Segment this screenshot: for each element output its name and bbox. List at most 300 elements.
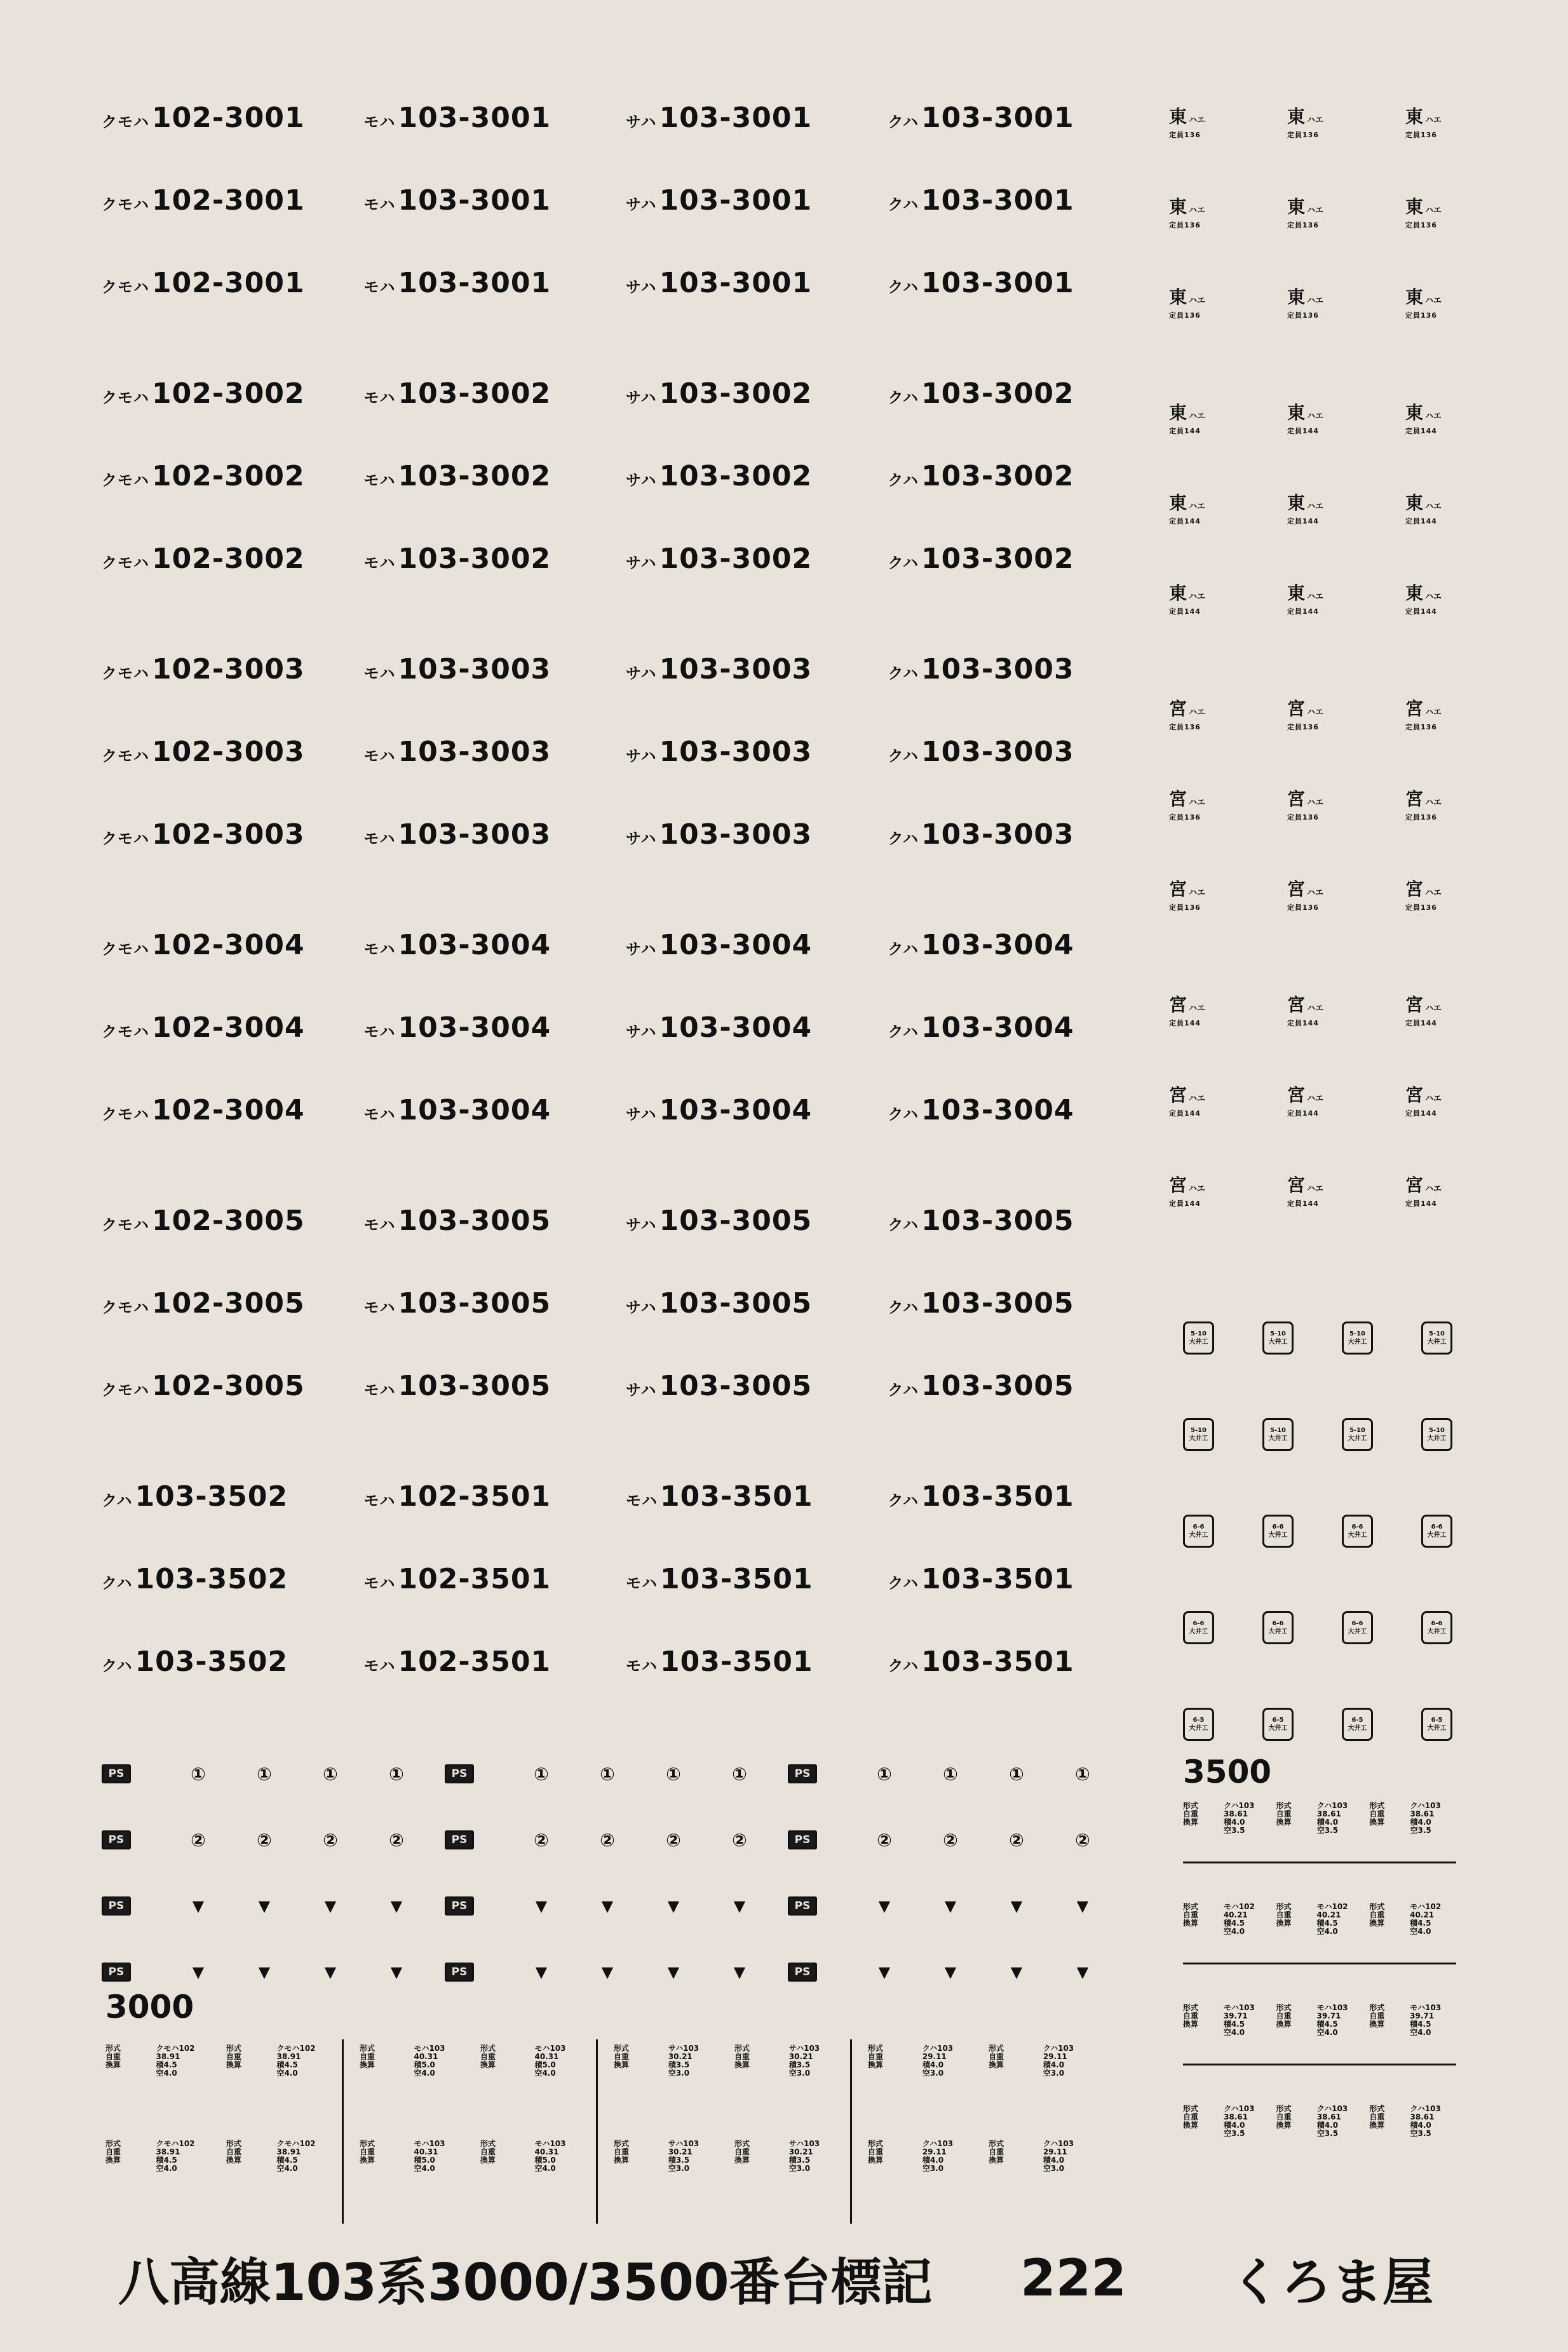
- car-number: 103-3501: [660, 1645, 813, 1678]
- car-number: 103-3004: [659, 928, 813, 961]
- ps-mark: PS: [445, 1896, 474, 1916]
- car-number-plate: [364, 1011, 626, 1044]
- spec-value: 29.11: [922, 2147, 947, 2156]
- car-number: 102-3001: [152, 184, 305, 217]
- spec-key: [105, 2165, 152, 2173]
- depot-mark: [1405, 991, 1524, 1028]
- car-number: 103-3004: [921, 1093, 1074, 1126]
- spec-value: 積4.0: [1043, 2156, 1065, 2165]
- car-number: 103-3005: [659, 1287, 813, 1320]
- plate-row: [95, 903, 1150, 986]
- depot-code: ハエ: [1189, 502, 1206, 511]
- depot-kanji: 宮: [1405, 698, 1424, 719]
- spec-key: 換算: [1183, 2020, 1199, 2029]
- depot-mark: [1287, 579, 1405, 616]
- spec-key: 形式: [360, 2139, 375, 2148]
- depot-kanji: 宮: [1169, 698, 1187, 719]
- spec-key: [1276, 1827, 1313, 1835]
- spec-value: 積4.0: [1043, 2060, 1065, 2069]
- symbol-mark: ①: [323, 1763, 338, 1785]
- depot-code: ハエ: [1307, 412, 1324, 421]
- car-type-prefix: クハ: [888, 940, 919, 958]
- depot-kanji: 東: [1405, 196, 1424, 217]
- car-number: 103-3004: [398, 928, 551, 961]
- spec-key: 形式: [614, 2044, 630, 2053]
- spec-value: 空4.0: [414, 2164, 435, 2173]
- plate-row: [95, 76, 1150, 159]
- car-number-plate: [888, 653, 1151, 686]
- spec-key: 換算: [1276, 2121, 1292, 2130]
- spec-key: [989, 2165, 1039, 2173]
- car-number: 102-3002: [152, 459, 305, 492]
- spec-value: モハ103: [1316, 2003, 1348, 2012]
- car-type-prefix: モハ: [626, 1656, 658, 1675]
- car-type-prefix: サハ: [626, 278, 657, 296]
- spec-value: クモハ102: [276, 2139, 316, 2148]
- depot-code: ハエ: [1307, 1094, 1324, 1104]
- spec-value: 40.31: [414, 2052, 438, 2061]
- inspection-works: 大井工: [1189, 1725, 1208, 1732]
- car-number: 103-3001: [398, 101, 551, 134]
- plate-group: [95, 1179, 1150, 1427]
- car-number: 102-3004: [152, 928, 305, 961]
- spec-key: [1276, 2029, 1313, 2037]
- spec-key: 換算: [1183, 1919, 1199, 1928]
- depot-mark: [1405, 489, 1524, 526]
- car-type-prefix: モハ: [363, 388, 396, 407]
- inspection-date: 5-10: [1428, 1427, 1445, 1434]
- spec-label: [1276, 2004, 1370, 2037]
- car-number: 102-3004: [152, 1011, 305, 1044]
- car-number: 103-3501: [921, 1562, 1074, 1595]
- spec-key: 形式: [989, 2044, 1004, 2053]
- spec-key: 形式: [105, 2044, 121, 2053]
- car-number-plate: [888, 267, 1151, 299]
- car-type-prefix: サハ: [626, 195, 657, 213]
- spec-key: [480, 2165, 531, 2173]
- plate-row: [95, 517, 1150, 600]
- plate-group: [95, 352, 1150, 600]
- spec-pair: [868, 2135, 1122, 2230]
- depot-mark: [1405, 579, 1524, 616]
- inspection-date: 6-6: [1351, 1620, 1363, 1627]
- spec-key: [360, 2165, 410, 2173]
- spec-label: [1369, 2105, 1463, 2138]
- spec-key: [226, 2165, 273, 2173]
- spec-key: 自重: [989, 2147, 1004, 2156]
- spec-key: 自重: [226, 2052, 242, 2061]
- spec-label: [1183, 2105, 1276, 2138]
- spec-key: 形式: [734, 2044, 750, 2053]
- depot-code: ハエ: [1189, 296, 1206, 306]
- spec-key: 自重: [360, 2052, 375, 2061]
- car-type-prefix: クモハ: [102, 278, 149, 296]
- spec-value: 39.71: [1410, 2011, 1435, 2020]
- car-number: 103-3004: [398, 1011, 551, 1044]
- depot-code: ハエ: [1425, 1184, 1442, 1194]
- car-number-plate: [888, 102, 1151, 134]
- depot-row: [1169, 553, 1525, 643]
- inspection-mark: [1421, 1418, 1452, 1451]
- car-number-plate: [364, 1480, 626, 1513]
- plate-row: [95, 1455, 1150, 1538]
- capacity-label: 定員144: [1405, 607, 1437, 616]
- spec-label: [1276, 1903, 1370, 1936]
- spec-key: 換算: [868, 2156, 884, 2165]
- spec-value: 空4.0: [1223, 2028, 1245, 2037]
- inspection-mark: [1342, 1515, 1373, 1548]
- symbol-mark: ▼: [258, 1897, 271, 1915]
- car-number: 103-3001: [921, 101, 1074, 134]
- depot-mark: [1169, 1081, 1287, 1118]
- car-number: 103-3001: [921, 184, 1074, 217]
- car-type-prefix: クモハ: [102, 1022, 149, 1041]
- spec-value: 空3.0: [1043, 2164, 1065, 2173]
- spec-key: 換算: [1369, 2121, 1385, 2130]
- spec-key: 形式: [1276, 2104, 1292, 2113]
- plate-row: [95, 986, 1150, 1069]
- car-type-prefix: クハ: [102, 1574, 133, 1592]
- car-number: 103-3003: [398, 818, 551, 851]
- spec-key: 自重: [1183, 1910, 1199, 1919]
- inspection-date: 5-10: [1428, 1330, 1445, 1337]
- depot-kanji: 宮: [1405, 1085, 1424, 1105]
- car-number: 102-3003: [152, 735, 305, 768]
- capacity-label: 定員136: [1287, 813, 1319, 821]
- depot-mark: [1287, 1172, 1405, 1208]
- depot-row: [1169, 166, 1525, 257]
- car-type-prefix: クハ: [888, 747, 919, 765]
- car-type-prefix: クモハ: [102, 388, 149, 407]
- spec-key: 自重: [734, 2147, 750, 2156]
- depot-kanji: 東: [1169, 402, 1187, 423]
- spec-value: 積3.5: [788, 2060, 811, 2069]
- spec-value: クハ103: [1410, 2104, 1441, 2113]
- spec-value: モハ102: [1410, 1902, 1442, 1911]
- car-type-prefix: クモハ: [102, 829, 149, 848]
- spec-value: モハ103: [1410, 2003, 1442, 2012]
- spec-value: クハ103: [922, 2044, 954, 2053]
- inspection-works: 大井工: [1268, 1435, 1288, 1442]
- depot-row: [1169, 463, 1525, 553]
- symbol-mark: ①: [389, 1763, 404, 1785]
- car-number-plate: [95, 1370, 364, 1402]
- car-number: 103-3005: [921, 1369, 1074, 1402]
- depot-mark: [1169, 785, 1287, 822]
- depot-row: [1169, 76, 1525, 166]
- capacity-label: 定員144: [1405, 517, 1437, 525]
- car-number-plate: [95, 543, 364, 575]
- product-code: 222: [1020, 2248, 1126, 2308]
- depot-group: [1169, 76, 1525, 347]
- inspection-date: 6-6: [1193, 1620, 1205, 1627]
- spec-value: クモハ102: [156, 2044, 195, 2053]
- depot-code: ハエ: [1307, 798, 1324, 808]
- symbol-mark: ②: [1009, 1829, 1024, 1851]
- car-number-plate: [364, 1205, 626, 1237]
- spec-label: [989, 2140, 1109, 2173]
- depot-kanji: 東: [1405, 106, 1424, 127]
- divider-line: [850, 2039, 852, 2224]
- car-type-prefix: クモハ: [102, 940, 149, 958]
- depot-row: [1169, 849, 1525, 939]
- inspection-mark: [1262, 1708, 1294, 1741]
- symbol-block: [445, 1896, 788, 1916]
- spec-value: 空4.0: [1410, 1927, 1431, 1936]
- depot-code: ハエ: [1307, 1004, 1324, 1013]
- spec-key: 自重: [105, 2052, 121, 2061]
- spec-key: 自重: [1369, 1910, 1385, 1919]
- car-type-prefix: サハ: [626, 1022, 657, 1041]
- depot-mark: [1405, 193, 1524, 230]
- car-number-plate: [888, 1011, 1151, 1044]
- car-type-prefix: クハ: [888, 388, 919, 407]
- capacity-label: 定員144: [1169, 1109, 1201, 1118]
- car-type-prefix: クモハ: [102, 112, 149, 131]
- car-number-plate: [626, 1370, 888, 1402]
- car-type-prefix: クハ: [102, 1491, 133, 1510]
- capacity-label: 定員136: [1169, 311, 1201, 320]
- spec-key: [614, 2165, 665, 2173]
- symbol-mark: ①: [943, 1763, 958, 1785]
- symbol-mark: ②: [732, 1829, 747, 1851]
- spec-key: 換算: [1276, 2020, 1292, 2029]
- depot-code: ハエ: [1425, 296, 1442, 306]
- spec-key: 換算: [1369, 1919, 1385, 1928]
- spec-key: 自重: [105, 2147, 121, 2156]
- divider-line: [1183, 1963, 1456, 1964]
- spec-label: [734, 2044, 855, 2078]
- symbol-mark: ②: [1075, 1829, 1090, 1851]
- capacity-label: 定員144: [1169, 427, 1201, 435]
- depot-mark: [1287, 399, 1405, 436]
- symbol-mark: ▼: [1076, 1963, 1089, 1981]
- plate-row: [95, 1538, 1150, 1620]
- spec-key: [226, 2069, 273, 2078]
- depot-kanji: 宮: [1405, 788, 1424, 809]
- spec-value: クハ103: [1043, 2044, 1074, 2053]
- spec-key: 形式: [360, 2044, 375, 2053]
- inspection-works: 大井工: [1189, 1339, 1208, 1346]
- symbol-mark: ▼: [601, 1897, 614, 1915]
- spec-key: 自重: [868, 2147, 884, 2156]
- spec-label: [480, 2044, 601, 2078]
- spec-value: 40.21: [1410, 1910, 1435, 1919]
- car-type-prefix: クハ: [888, 112, 919, 131]
- spec-value: 30.21: [668, 2052, 693, 2061]
- maker-name: くろま屋: [1230, 2252, 1433, 2312]
- spec-value: 空4.0: [1410, 2028, 1431, 2037]
- spec-value: 積5.0: [534, 2156, 556, 2165]
- spec-key: 自重: [1276, 2011, 1292, 2020]
- car-number-plate: [364, 1646, 626, 1678]
- depot-code: ハエ: [1189, 206, 1206, 215]
- spec-3000-column: [614, 2039, 868, 2230]
- spec-value: 空4.0: [1316, 2028, 1338, 2037]
- car-number: 103-3003: [659, 735, 813, 768]
- spec-key: 換算: [360, 2156, 375, 2165]
- car-type-prefix: モハ: [363, 471, 396, 489]
- spec-key: 形式: [105, 2139, 121, 2148]
- car-number-plate: [888, 818, 1151, 851]
- spec-key: 換算: [480, 2060, 496, 2069]
- ps-mark: PS: [102, 1896, 131, 1916]
- spec-3500-block: [1183, 1754, 1463, 2165]
- inspection-mark: [1183, 1515, 1214, 1548]
- car-number-plate: [95, 102, 364, 134]
- depot-code: ハエ: [1307, 296, 1324, 306]
- spec-key: 換算: [360, 2060, 375, 2069]
- capacity-label: 定員144: [1169, 1019, 1201, 1027]
- spec-value: 40.21: [1223, 1910, 1248, 1919]
- car-type-prefix: クハ: [102, 1656, 133, 1675]
- capacity-label: 定員144: [1405, 1200, 1437, 1208]
- car-type-prefix: クハ: [888, 195, 919, 213]
- spec-value: 積4.5: [1410, 2020, 1431, 2029]
- ps-mark: PS: [788, 1764, 817, 1783]
- car-number: 103-3002: [921, 542, 1074, 575]
- spec-label: [226, 2140, 347, 2173]
- capacity-label: 定員136: [1405, 813, 1437, 821]
- car-type-prefix: モハ: [363, 1574, 396, 1592]
- spec-value: モハ102: [1223, 1902, 1255, 1911]
- spec-key: [360, 2069, 410, 2078]
- inspection-date: 6-6: [1272, 1524, 1284, 1531]
- car-number-plate: [626, 377, 888, 410]
- car-number-plate: [626, 1480, 888, 1513]
- depot-marks: [1169, 76, 1525, 1260]
- car-number-plate: [888, 929, 1151, 961]
- symbol-mark: ①: [600, 1763, 615, 1785]
- inspection-mark: [1342, 1611, 1373, 1644]
- spec-value: 38.61: [1410, 1809, 1435, 1818]
- spec-value: 積4.0: [1316, 2121, 1339, 2130]
- spec-label: [1369, 2004, 1463, 2037]
- car-number-plate: [888, 460, 1151, 492]
- spec-value: 積4.5: [276, 2156, 298, 2165]
- symbol-mark: ▼: [601, 1963, 614, 1981]
- depot-code: ハエ: [1425, 888, 1442, 898]
- capacity-label: 定員136: [1405, 903, 1437, 912]
- car-number-plate: [364, 102, 626, 134]
- spec-key: 自重: [1183, 2011, 1199, 2020]
- depot-code: ハエ: [1307, 592, 1324, 602]
- inspection-works: 大井工: [1189, 1628, 1208, 1635]
- symbol-row: [102, 1807, 1131, 1873]
- car-number-plate: [95, 929, 364, 961]
- spec-value: 積3.5: [788, 2156, 811, 2165]
- plate-group: [95, 76, 1150, 324]
- spec-pair: [360, 2135, 614, 2230]
- spec-key: 自重: [1183, 2112, 1199, 2121]
- symbol-mark: ▼: [667, 1963, 680, 1981]
- depot-kanji: 宮: [1169, 788, 1187, 809]
- spec-key: [1369, 1928, 1406, 1936]
- spec-key: [614, 2069, 665, 2078]
- depot-mark: [1169, 579, 1287, 616]
- ps-mark: PS: [788, 1963, 817, 1982]
- car-type-prefix: サハ: [626, 1298, 657, 1316]
- car-type-prefix: クモハ: [102, 1298, 149, 1316]
- capacity-label: 定員144: [1287, 1019, 1319, 1027]
- car-type-prefix: クハ: [888, 1574, 919, 1592]
- spec-pair: [614, 2135, 868, 2230]
- inspection-works: 大井工: [1268, 1628, 1288, 1635]
- inspection-mark: [1262, 1418, 1294, 1451]
- plate-row: [95, 793, 1150, 875]
- capacity-label: 定員136: [1287, 311, 1319, 320]
- spec-value: 空3.5: [1224, 2129, 1245, 2138]
- car-type-prefix: モハ: [363, 278, 396, 296]
- spec-label: [1369, 1802, 1463, 1835]
- spec-key: 形式: [1276, 2003, 1292, 2012]
- depot-mark: [1169, 1172, 1287, 1208]
- car-number: 102-3001: [152, 266, 305, 299]
- capacity-label: 定員136: [1287, 903, 1319, 912]
- depot-code: ハエ: [1307, 708, 1324, 717]
- symbol-mark: ▼: [733, 1897, 746, 1915]
- inspection-works: 大井工: [1268, 1725, 1288, 1732]
- plate-group: [95, 903, 1150, 1151]
- spec-3500-row: [1183, 1795, 1463, 1862]
- inspection-works: 大井工: [1268, 1339, 1288, 1346]
- depot-mark: [1405, 695, 1524, 732]
- car-number: 103-3003: [921, 652, 1074, 686]
- car-number-plate: [626, 1563, 888, 1595]
- capacity-label: 定員136: [1405, 221, 1437, 229]
- inspection-date: 6-6: [1431, 1524, 1443, 1531]
- spec-key: [1183, 1928, 1220, 1936]
- car-type-prefix: サハ: [626, 553, 657, 572]
- spec-value: 空4.0: [534, 2164, 556, 2173]
- spec-value: 30.21: [668, 2147, 693, 2156]
- spec-key: [734, 2069, 785, 2078]
- symbol-block: [102, 1830, 445, 1851]
- ps-mark: PS: [102, 1830, 131, 1849]
- symbol-mark: ▼: [324, 1897, 337, 1915]
- spec-value: 空4.0: [414, 2069, 435, 2078]
- spec-key: 換算: [105, 2156, 121, 2165]
- plate-row: [95, 435, 1150, 517]
- spec-key: 自重: [226, 2147, 242, 2156]
- spec-value: モハ103: [1223, 2003, 1255, 2012]
- symbol-mark: ▼: [1076, 1897, 1089, 1915]
- spec-key: [868, 2069, 919, 2078]
- depot-kanji: 東: [1169, 287, 1187, 308]
- depot-kanji: 東: [1287, 106, 1306, 127]
- spec-label: [1276, 1802, 1370, 1835]
- depot-kanji: 宮: [1287, 788, 1306, 809]
- car-number-plate: [364, 377, 626, 410]
- inspection-date: 6-6: [1272, 1620, 1284, 1627]
- depot-kanji: 宮: [1169, 1085, 1187, 1105]
- symbol-mark: ▼: [733, 1963, 746, 1981]
- depot-mark: [1287, 991, 1405, 1028]
- symbol-mark: ①: [877, 1763, 892, 1785]
- spec-value: 空3.5: [1316, 1826, 1339, 1835]
- car-type-prefix: サハ: [626, 829, 657, 848]
- capacity-label: 定員144: [1287, 1109, 1319, 1118]
- spec-value: 空3.0: [788, 2164, 811, 2173]
- depot-code: ハエ: [1189, 888, 1206, 898]
- spec-key: [1276, 2130, 1313, 2138]
- inspection-works: 大井工: [1189, 1532, 1208, 1539]
- spec-value: クハ103: [1224, 1801, 1255, 1810]
- depot-code: ハエ: [1425, 592, 1442, 602]
- inspection-works: 大井工: [1348, 1435, 1367, 1442]
- symbol-mark: ▼: [667, 1897, 680, 1915]
- car-type-prefix: クハ: [888, 553, 919, 572]
